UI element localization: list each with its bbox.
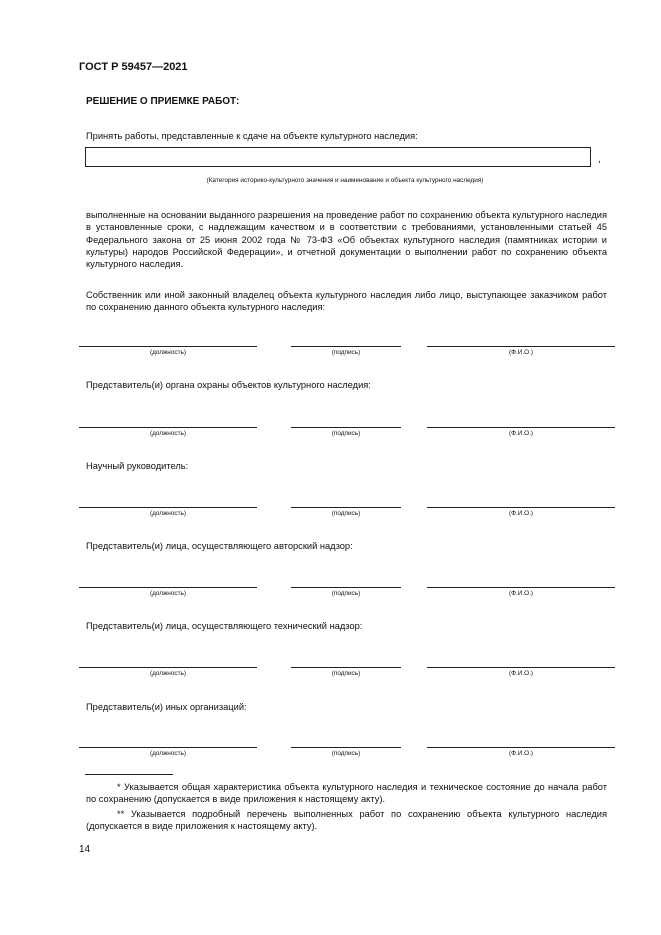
section-label-technical-supervision: Представитель(и) лица, осуществляющего технический надзор: — [86, 621, 363, 631]
name-caption: (Ф.И.О.) — [508, 750, 533, 757]
owner-text: Собственник или иной законный владелец объекта культурного наследия либо лицо, выступающее заказчиком работ по сохранению данного объекта культурного наследия: — [86, 290, 607, 313]
section-label-scientific-supervisor: Научный руководитель: — [86, 461, 189, 471]
name-caption: (Ф.И.О.) — [508, 510, 533, 517]
position-caption: (должность) — [150, 510, 186, 517]
signature-line[interactable] — [291, 346, 401, 347]
signature-caption: (подпись) — [331, 510, 361, 517]
name-caption: (Ф.И.О.) — [508, 349, 533, 356]
object-field-caption: (Категория историко-культурного значения и наименование и объекта культурного наследия) — [206, 177, 484, 184]
object-name-field[interactable] — [85, 147, 591, 167]
position-line[interactable] — [79, 507, 257, 508]
document-header: ГОСТ Р 59457—2021 — [79, 61, 188, 73]
body-paragraph: выполненные на основании выданного разрешения на проведение работ по сохранению объекта культурного наследия в установленные сроки, с надлежащим качеством и в соответствии с требованиями, установленными статьей 45 Федерального закона от 25 июня 2002 года № 73-ФЗ «Об объектах культурного наследия (памятниках истории и культуры) народов Российской Федерации», и отчетной документации о выполнении работ по сохранению объекта культурного наследия. — [86, 210, 607, 270]
section-label-author-supervision: Представитель(и) лица, осуществляющего авторский надзор: — [86, 541, 353, 551]
signature-line[interactable] — [291, 507, 401, 508]
signature-caption: (подпись) — [331, 670, 361, 677]
signature-line[interactable] — [291, 587, 401, 588]
position-caption: (должность) — [150, 349, 186, 356]
position-caption: (должность) — [150, 430, 186, 437]
signature-line[interactable] — [291, 747, 401, 748]
accept-text: Принять работы, представленные к сдаче на объекте культурного наследия: — [86, 131, 418, 141]
footnote-divider — [85, 774, 173, 775]
section-label-heritage-authority: Представитель(и) органа охраны объектов культурного наследия: — [86, 380, 371, 390]
signature-caption: (подпись) — [331, 349, 361, 356]
name-line[interactable] — [427, 667, 615, 668]
signature-caption: (подпись) — [331, 590, 361, 597]
position-line[interactable] — [79, 747, 257, 748]
signature-caption: (подпись) — [331, 750, 361, 757]
position-caption: (должность) — [150, 590, 186, 597]
signature-caption: (подпись) — [331, 430, 361, 437]
page-number: 14 — [79, 844, 91, 855]
position-caption: (должность) — [150, 670, 186, 677]
signature-line[interactable] — [291, 667, 401, 668]
name-line[interactable] — [427, 747, 615, 748]
position-line[interactable] — [79, 587, 257, 588]
name-caption: (Ф.И.О.) — [508, 670, 533, 677]
name-line[interactable] — [427, 427, 615, 428]
field-comma: , — [598, 154, 601, 165]
name-caption: (Ф.И.О.) — [508, 590, 533, 597]
name-line[interactable] — [427, 507, 615, 508]
signature-line[interactable] — [291, 427, 401, 428]
position-line[interactable] — [79, 346, 257, 347]
position-caption: (должность) — [150, 750, 186, 757]
name-line[interactable] — [427, 587, 615, 588]
position-line[interactable] — [79, 667, 257, 668]
footnote-1: * Указывается общая характеристика объекта культурного наследия и техническое состояние до начала работ по сохранению (допускается в виде приложения к настоящему акту). — [86, 782, 607, 805]
name-line[interactable] — [427, 346, 615, 347]
footnote-2: ** Указывается подробный перечень выполненных работ по сохранению объекта культурного наследия (допускается в виде приложения к настоящему акту). — [86, 809, 607, 832]
section-title: РЕШЕНИЕ О ПРИЕМКЕ РАБОТ: — [86, 96, 240, 107]
section-label-other-organizations: Представитель(и) иных организаций: — [86, 702, 247, 712]
name-caption: (Ф.И.О.) — [508, 430, 533, 437]
position-line[interactable] — [79, 427, 257, 428]
